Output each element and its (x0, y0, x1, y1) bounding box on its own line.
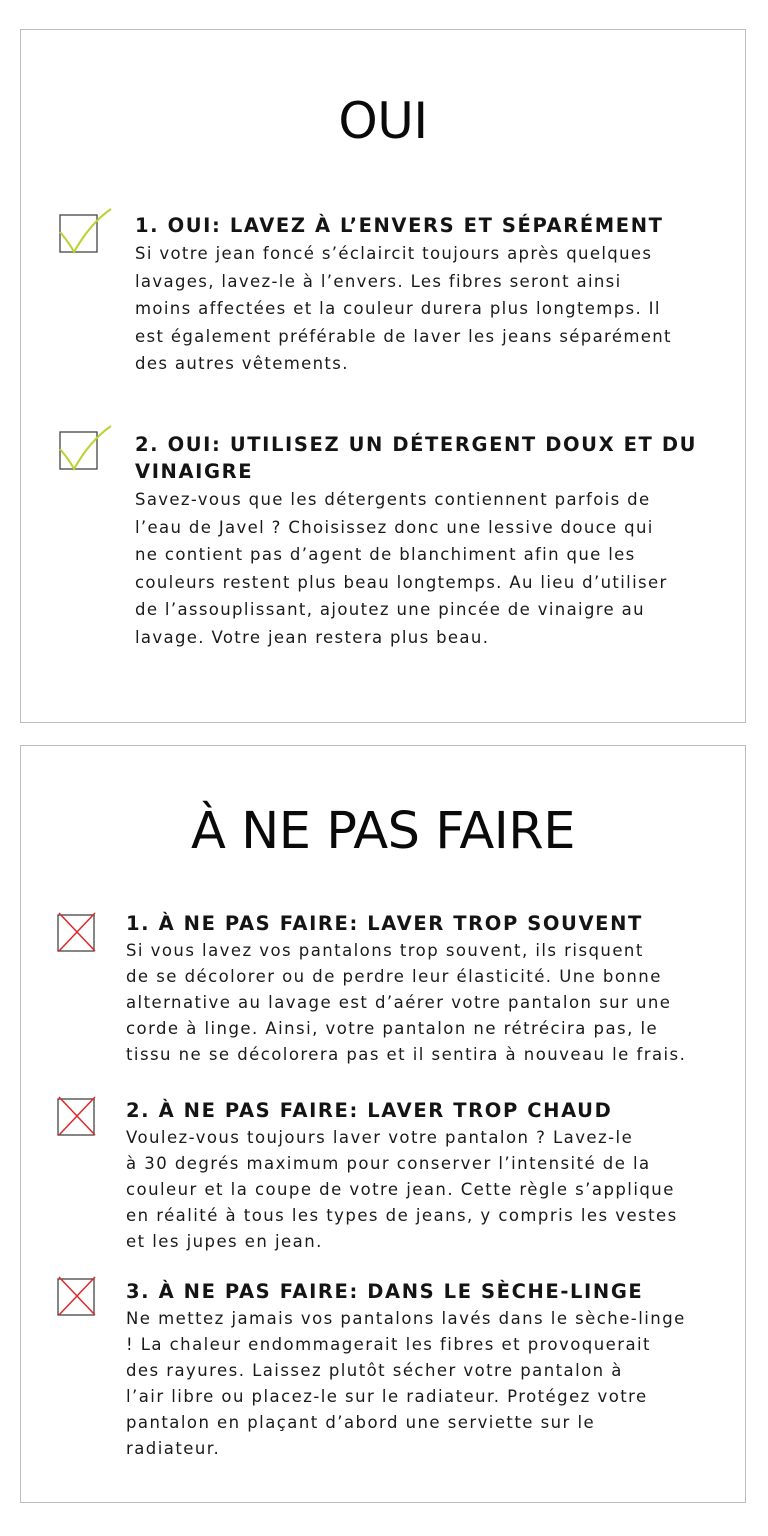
cross-icon (57, 912, 97, 952)
ne-pas-faire-title: À NE PAS FAIRE (191, 802, 575, 861)
oui-item-2 (135, 431, 735, 651)
ne-pas-faire-item-2 (126, 1097, 741, 1255)
ne-pas-faire-panel (20, 745, 746, 1503)
ne-pas-faire-item-2-body: Voulez-vous toujours laver votre pantalon ? Lavez-le à 30 degrés maximum pour conserver l’intensité de la couleur et la coupe de votre jean. Cette règle s’applique en réalité à tous les types de jeans, y compris les vestes et les jupes en jean. (126, 1128, 678, 1251)
ne-pas-faire-item-3-body: Ne mettez jamais vos pantalons lavés dans le sèche-linge ! La chaleur endommagerait les fibres et provoquerait des rayures. Laissez plutôt sécher votre pantalon à l’air libre ou placez-le sur le radiateur. Protégez votre pantalon en plaçant d’abord une serviette sur le radiateur. (126, 1309, 686, 1458)
oui-item-1-heading: 1. OUI: LAVEZ À L’ENVERS ET SÉPARÉMENT (135, 214, 664, 237)
oui-panel (20, 29, 746, 723)
oui-item-1 (135, 212, 735, 378)
cross-icon (57, 1096, 97, 1136)
ne-pas-faire-item-1-heading: 1. À NE PAS FAIRE: LAVER TROP SOUVENT (126, 912, 643, 935)
oui-item-2-heading: 2. OUI: UTILISEZ UN DÉTERGENT DOUX ET DU VINAIGRE (135, 433, 698, 483)
check-icon (59, 425, 115, 471)
ne-pas-faire-item-3-heading: 3. À NE PAS FAIRE: DANS LE SÈCHE-LINGE (126, 1280, 644, 1303)
check-icon (59, 208, 115, 254)
ne-pas-faire-item-1-body: Si vous lavez vos pantalons trop souvent, ils risquent de se décolorer ou de perdre leur élasticité. Une bonne alternative au lavage est d’aérer votre pantalon sur une corde à linge. Ainsi, votre pantalon ne rétrécira pas, le tissu ne se décolorera pas et il sentira à nouveau le frais. (126, 941, 687, 1064)
oui-title: OUI (338, 92, 428, 150)
ne-pas-faire-item-2-heading: 2. À NE PAS FAIRE: LAVER TROP CHAUD (126, 1099, 613, 1122)
oui-item-1-body: Si votre jean foncé s’éclaircit toujours après quelques lavages, lavez-le à l’envers. Les fibres seront ainsi moins affectées et la couleur durera plus longtemps. Il est également préférable de laver les jeans séparément des autres vêtements. (135, 244, 672, 373)
ne-pas-faire-item-1 (126, 910, 741, 1068)
cross-icon (57, 1276, 97, 1316)
ne-pas-faire-item-3 (126, 1278, 741, 1462)
oui-item-2-body: Savez-vous que les détergents contiennent parfois de l’eau de Javel ? Choisissez donc une lessive douce qui ne contient pas d’agent de blanchiment afin que les couleurs restent plus beau longtemps. Au lieu d’utiliser de l’assouplissant, ajoutez une pincée de vinaigre au lavage. Votre jean restera plus beau. (135, 490, 668, 647)
